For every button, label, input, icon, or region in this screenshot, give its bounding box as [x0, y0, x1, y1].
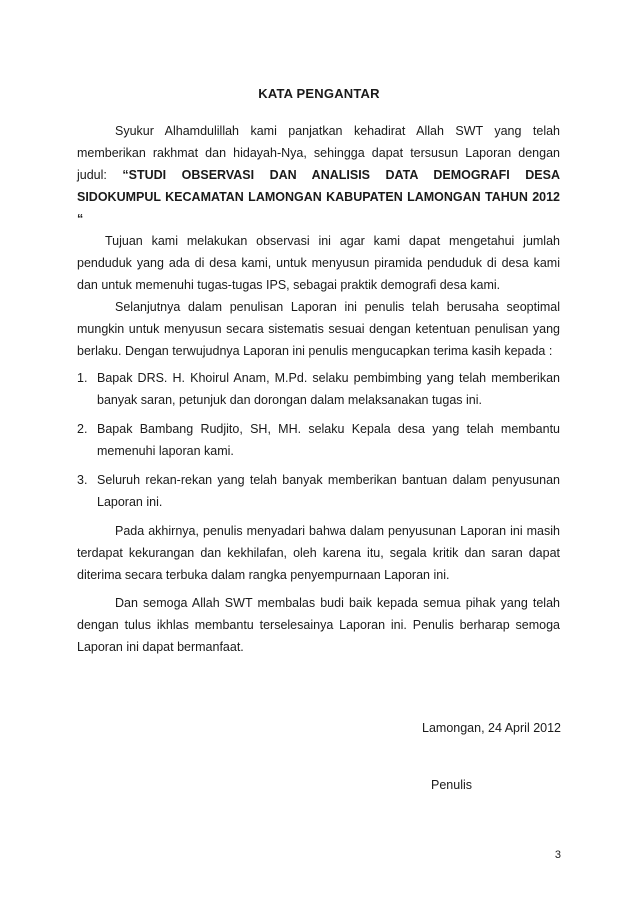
- page-number: 3: [554, 849, 561, 861]
- list-item-number: 1.: [77, 371, 88, 385]
- intro-paragraph: [77, 120, 560, 230]
- list-item-number: 2.: [77, 422, 88, 436]
- list-item-text: Seluruh rekan-rekan yang telah banyak memberikan bantuan dalam penyusunan Laporan ini.: [97, 473, 560, 509]
- intro-text: Syukur Alhamdulillah kami panjatkan kehadirat Allah SWT yang telah memberikan rakhmat dan hidayah-Nya, sehingga dapat tersusun Laporan dengan judul:: [77, 124, 560, 182]
- list-item: [77, 367, 560, 411]
- document-body: [77, 120, 560, 658]
- author-name: Penulis: [431, 778, 472, 792]
- place-date: Lamongan, 24 April 2012: [422, 721, 561, 735]
- list-item-text: Bapak Bambang Rudjito, SH, MH. selaku Kepala desa yang telah membantu memenuhi laporan kami.: [97, 422, 560, 458]
- purpose-paragraph: Tujuan kami melakukan observasi ini agar kami dapat mengetahui jumlah penduduk yang ada di desa kami, untuk menyusun piramida penduduk di desa kami dan untuk memenuhi tugas-tugas IPS, sebagai praktik demografi desa kami.: [77, 234, 560, 292]
- list-item: [77, 469, 560, 513]
- closing-paragraph: Pada akhirnya, penulis menyadari bahwa dalam penyusunan Laporan ini masih terdapat kekurangan dan kekhilafan, oleh karena itu, segala kritik dan saran dapat diterima secara terbuka dalam rangka penyempurnaan Laporan ini.: [77, 524, 560, 582]
- report-title-text: “STUDI OBSERVASI DAN ANALISIS DATA DEMOGRAFI DESA SIDOKUMPUL KECAMATAN LAMONGAN KABUPATEN LAMONGAN TAHUN 2012 “: [77, 168, 560, 226]
- list-item-text: Bapak DRS. H. Khoirul Anam, M.Pd. selaku pembimbing yang telah memberikan banyak saran, petunjuk dan dorongan dalam melaksanakan tugas ini.: [97, 371, 560, 407]
- acknowledgement-paragraph: Selanjutnya dalam penulisan Laporan ini penulis telah berusaha seoptimal mungkin untuk menyusun secara sistematis sesuai dengan ketentuan penulisan yang berlaku. Dengan terwujudnya Laporan ini penulis mengucapkan terima kasih kepada :: [77, 300, 560, 358]
- list-item-number: 3.: [77, 473, 88, 487]
- acknowledgement-list: [77, 367, 560, 513]
- list-item: [77, 418, 560, 462]
- hope-paragraph: Dan semoga Allah SWT membalas budi baik kepada semua pihak yang telah dengan tulus ikhlas membantu terselesainya Laporan ini. Penulis berharap semoga Laporan ini dapat bermanfaat.: [77, 596, 560, 654]
- page-title: KATA PENGANTAR: [258, 86, 380, 101]
